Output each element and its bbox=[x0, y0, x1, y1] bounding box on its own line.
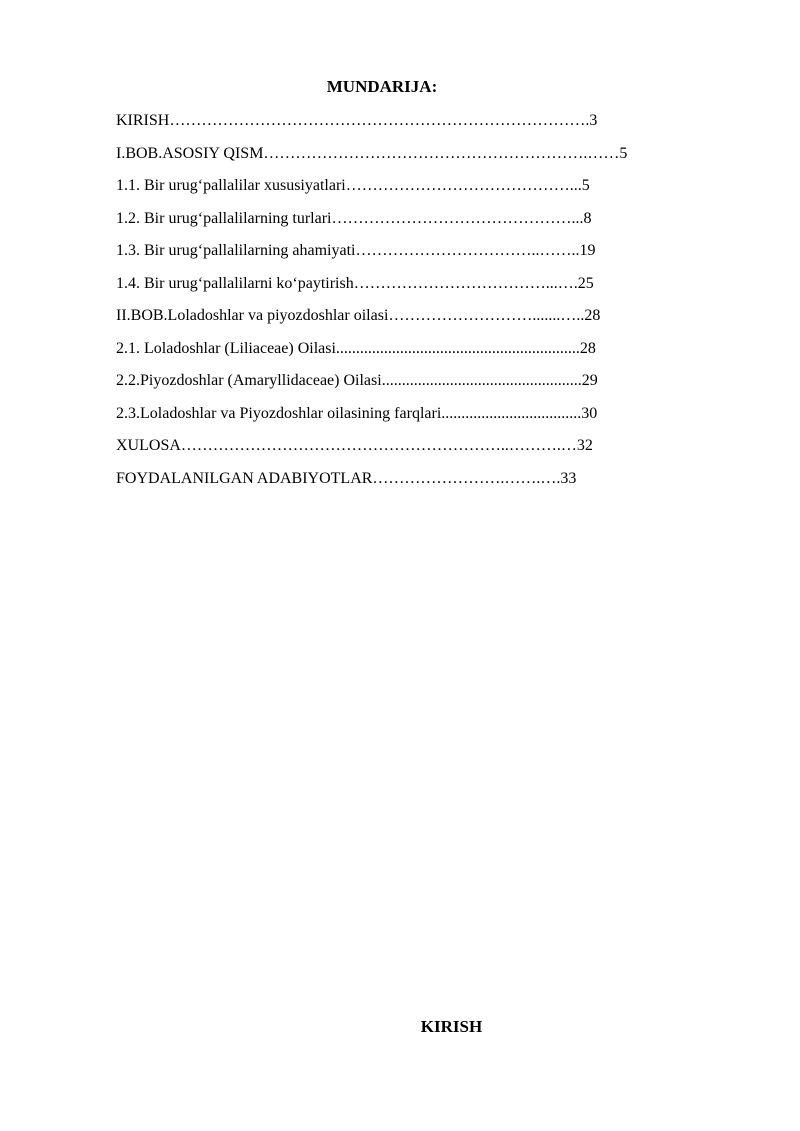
section-title: KIRISH bbox=[420, 1017, 483, 1036]
toc-entry-chapter-1: I.BOB.ASOSIY QISM…………………………………………………….……5 bbox=[116, 144, 628, 162]
toc-title: MUNDARIJA: bbox=[326, 77, 438, 96]
toc-entry-2-2: 2.2.Piyozdoshlar (Amaryllidaceae) Oilasi..................................................29 bbox=[116, 372, 598, 389]
toc-entry-2-3: 2.3.Loladoshlar va Piyozdoshlar oilasining farqlari...................................30 bbox=[116, 404, 598, 422]
toc-entry-chapter-2: II.BOB.Loladoshlar va piyozdoshlar oilasi……………………….......…..28 bbox=[116, 307, 601, 324]
toc-entry-xulosa: XULOSA……………………………………………………..……….…32 bbox=[116, 437, 593, 454]
toc-entry-adabiyotlar: FOYDALANILGAN ADABIYOTLAR…………………….…….….33 bbox=[116, 469, 577, 487]
toc-entry-1-3: 1.3. Bir urug‘pallalilarning ahamiyati……………………………..……..19 bbox=[116, 242, 596, 259]
toc-entry-1-2: 1.2. Bir urug‘pallalilarning turlari………………………………………...8 bbox=[116, 209, 592, 227]
toc-entry-1-1: 1.1. Bir urug‘pallalilar xususiyatlari……………………………………...5 bbox=[116, 177, 590, 194]
toc-entry-kirish: KIRISH…………………………………………………………………….3 bbox=[116, 112, 598, 129]
toc-entry-2-1: 2.1. Loladoshlar (Liliaceae) Oilasi.............................................................28 bbox=[116, 339, 596, 357]
toc-entry-1-4: 1.4. Bir urug‘pallalilarni ko‘paytirish………………………………...….25 bbox=[116, 274, 594, 292]
table-of-contents bbox=[116, 110, 686, 500]
